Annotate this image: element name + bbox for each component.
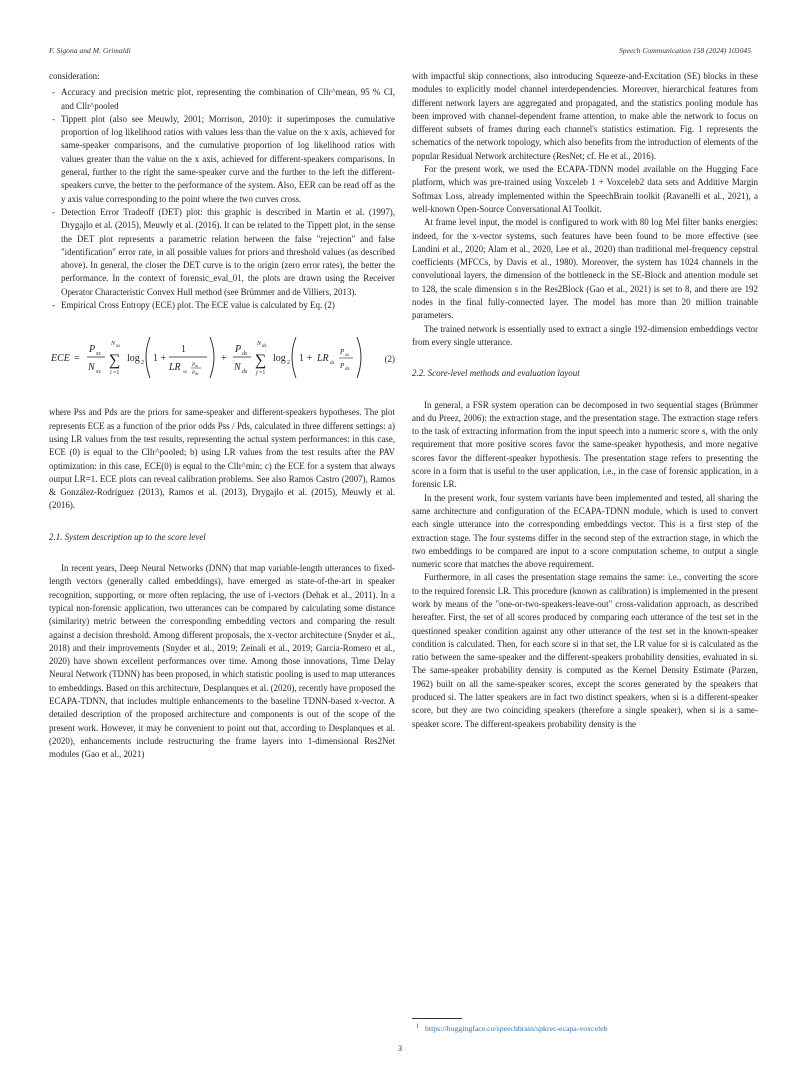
svg-text:P: P	[89, 344, 96, 356]
section-heading: 2.2. Score-level methods and evaluation layout	[412, 368, 580, 379]
paragraph: The trained network is essentially used to extract a single 192-dimension embeddings vector from every single utterance.	[412, 323, 758, 347]
paragraph: In the present work, four system variants have been implemented and tested, all sharing the same architecture and configuration of the ECAPA-TDNN module, which is used to convert each single utterance into the corresponding embeddings vector. This is a first step of the extraction stage. The four systems differ in the second step of the extraction stage, in which the two embeddings to be compared are input to a score computation scheme, to output a single numeric score that matches the above requirement.	[412, 492, 758, 570]
svg-text:2: 2	[287, 360, 290, 367]
paragraph: At frame level input, the model is configured to work with 80 log Mel filter banks energies: indeed, for the x-vector systems, such features have been found to be more effective (see Landini et al., 2020; Alam et al., 2020, Lee et al., 2020) than traditional mel-frequency cepstral coefficients (MFCCs, by Davis et al., 1980). Moreover, the system has 1024 channels in the convolutional layers, the dimension of the bottleneck in the SE-Block and attention module set to 128, the scale dimension s in the Res2Block (Gao et al., 2021) is set to 8, and there are 192 nodes in the final fully-connected layer. The model has more than 20 million trainable parameters.	[412, 217, 758, 321]
svg-text:N: N	[111, 341, 116, 348]
svg-text:ss: ss	[195, 363, 199, 369]
running-header-authors: F. Sigona and M. Grimaldi	[49, 46, 131, 55]
svg-text:ECE: ECE	[51, 353, 70, 365]
metric-list	[49, 86, 395, 312]
section-heading: 2.1. System description up to the score level	[49, 531, 206, 542]
svg-text:=: =	[74, 353, 80, 365]
footnote	[416, 1024, 608, 1033]
svg-text:P: P	[192, 371, 196, 377]
svg-text:ss: ss	[345, 353, 349, 359]
svg-text:i: i	[110, 370, 112, 377]
running-header-journal: Speech Communication 158 (2024) 103045	[618, 46, 751, 55]
svg-text:∑: ∑	[255, 352, 267, 370]
svg-text:∑: ∑	[109, 352, 121, 370]
svg-text:=1: =1	[113, 370, 120, 377]
svg-text:LR: LR	[169, 362, 181, 374]
list-item: - Tippett plot (also see Meuwly, 2001; Morrison, 2010): it superimposes the cumulative proportion of log likelihood ratios with values less than the value on the x axis, achieved for same-speaker comparisons, and the cumulative proportion of log likelihood ratios with values greater than the value on the x axis, achieved for different-speakers comparisons. In general, further to the right the same-speaker curve and the further to the left the different-speakers curve, the better to the performance of the system. Also, EER can be read off as the y axis value corresponding to the point where the two curves cross.	[49, 113, 395, 206]
svg-text:ds: ds	[242, 369, 248, 376]
svg-text:P: P	[340, 362, 345, 371]
left-column	[49, 70, 395, 761]
list-item: - Accuracy and precision metric plot, representing the combination of Cllr^mean, 95 % CI, and Cllr^pooled	[49, 86, 395, 113]
svg-text:N: N	[257, 341, 262, 348]
paragraph: with impactful skip connections, also introducing Squeeze-and-Excitation (SE) blocks in these modules to explicitly model channel interdependencies. Moreover, hierarchical features from different network layers are aggregated and propagated, and the statistics pooling module has been improved with channel-dependent frame attention, to make able the network to focus on different subsets of frames during each channel's statistics estimation. Fig. 1 represents the schematics of the network topology, which also benefits from the introduction of elements of the popular Residual Network architecture (ResNet; cf. He et al., 2016).	[412, 71, 758, 161]
svg-text:P: P	[235, 344, 242, 356]
paragraph: In general, a FSR system operation can be decomposed in two sequential stages (Brümmer and du Preez, 2006): the extraction stage, and the presentation stage. The extraction stage refers to the task of extracting information from the input speech into a numeric score s, with the only requirement that more positive scores favor the same-speaker hypothesis, and more negative scores favor the different-speaker hypothesis. The presentation stage refers to presenting the score in a form that is useful to the user application, i.e., in the case of forensic application, in a forensic LR.	[412, 399, 758, 490]
svg-text:ds: ds	[345, 367, 350, 373]
footnote-link[interactable]: https://huggingface.co/speechbrain/spkrec-ecapa-voxceleb	[425, 1024, 608, 1033]
paragraph: For the present work, we used the ECAPA-TDNN model available on the Hugging Face platform, which was pre-trained using Voxceleb 1 + Voxceleb2 data sets and Additive Margin Softmax Loss, already implemented within the SpeechBrain toolkit (Ravanelli et al., 2021), a well-known Open-Source Conversational AI Toolkit.	[412, 164, 758, 214]
list-item: - Detection Error Tradeoff (DET) plot: this graphic is described in Martin et al. (1997), Drygajlo et al. (2015), Meuwly et al. (2016). It can be related to the Tippett plot, in the sense the DET plot represents a parametric relation between the false "rejection" and false "identification" error rate, in all possible values for priors and threshold values (as described above). In general, the closer the DET curve is to the origin (zero error rates), the better the performance. In the context of forensic_eval_01, the plots are drawn using the Receiver Operator Characteristic Convex Hull method (see Brümmer and de Villiers, 2013).	[49, 206, 395, 299]
paragraph: In recent years, Deep Neural Networks (DNN) that map variable-length utterances to fixed-length vectors (generally called embeddings), have emerged as state-of-the-art in speaker recognition, supporting, or more often replacing, the use of i-vectors (Dehak et al., 2011). In a typical non-forensic application, two utterances can be compared by calculating some distance (similarity) metric between the corresponding embedding vectors and comparing the result against a decision threshold. Among different proposals, the x-vector architecture (Snyder et al., 2018) and their improvements (Snyder et al., 2019; Zeinali et al., 2019; Garcia-Romero et al., 2020) have shown excellent performances over time. Among those innovations, Time Delay Neural Network (TDNN) has been proposed, in which statistic pooling is used to map utterances to embeddings. Based on this architecture, Desplanques et al. (2020), recently have proposed the ECAPA-TDNN, that includes multiple enhancements to the baseline TDNN-based x-vector. A detailed description of the proposed architecture and components is out of the scope of the present work. However, it may be convenient to point out that, according to Desplanques et al. (2020), enhancements include restructuring the frame layers into 1-dimensional Res2Net modules (Gao et al., 2021)	[49, 563, 395, 760]
svg-text:1 +: 1 +	[299, 353, 313, 365]
list-item: - Empirical Cross Entropy (ECE) plot. The ECE value is calculated by Eq. (2)	[49, 299, 395, 312]
page-number: 3	[398, 1044, 402, 1053]
equation-number: (2)	[384, 353, 395, 364]
footnote-number: 1	[416, 1023, 419, 1030]
svg-text:1: 1	[181, 344, 186, 356]
paragraph: Furthermore, in all cases the presentation stage remains the same: i.e., converting the score to the required forensic LR. This procedure (known as calibration) is implemented in the present work by means of the "one-or-two-speakers-leave-out" cross-validation approach, as described hereafter. First, the set of all scores produced by comparing each utterance of the test set in the questioned speaker condition against any other utterance of the test set in the known-speaker condition is calculated. Then, for each score si in that set, the LR value for si is calculated as the ratio between the same-speaker and the different-speakers probability densities, evaluated in si. The same-speaker probability density is computed as the Kernel Density Estimate (Parzen, 1962) built on all the same-speaker scores, except the scores generated by the speakers that produced si. The latter speakers are in fact two distinct speakers, when si is a different-speaker score, but they are two coinciding speakers (therefore a single speaker), when si is a same-speaker score. The different-speakers probability density is the	[412, 572, 758, 729]
svg-text:ss: ss	[96, 351, 101, 358]
right-column	[412, 70, 758, 731]
svg-text:P: P	[192, 363, 196, 369]
svg-text:ds: ds	[195, 371, 199, 377]
svg-text:2: 2	[141, 360, 144, 367]
equation-formula	[49, 324, 375, 394]
svg-text:ds: ds	[262, 344, 267, 350]
intro-text: consideration:	[49, 71, 100, 81]
paragraph: where Pss and Pds are the priors for same-speaker and different-speakers hypotheses. The plot represents ECE as a function of the prior odds Pss / Pds, calculated in three different settings: a) using LR values from the test results, representing the actual system performances: in this case, ECE (0) is equal to the Cllr^pooled; b) using LR values from the test results after the PAV optimization: in this case, ECE(0) is equal to the Cllr^min; c) the ECE for a system that always output LR=1. ECE plots can reveal calibration problems. See also Ramos Castro (2007), Ramos & González-Rodríguez (2013), Ramos et al. (2013), Drygajlo et al. (2015), Meuwly et al. (2016).	[49, 407, 395, 511]
footnote-rule	[412, 1018, 462, 1019]
svg-text:=1: =1	[259, 370, 266, 377]
svg-text:ss: ss	[96, 369, 101, 376]
svg-text:P: P	[340, 348, 345, 357]
svg-text:LR: LR	[317, 353, 329, 365]
svg-text:j: j	[256, 370, 258, 377]
ece-formula-graphic	[49, 324, 371, 390]
equation-ece	[49, 326, 395, 392]
svg-text:+: +	[221, 353, 227, 365]
svg-text:ds: ds	[242, 351, 248, 358]
svg-text:1 +: 1 +	[153, 353, 167, 365]
svg-text:N: N	[88, 362, 95, 374]
svg-text:ds: ds	[330, 361, 335, 367]
svg-text:N: N	[234, 362, 241, 374]
svg-text:ss: ss	[183, 370, 187, 376]
svg-text:ss: ss	[116, 344, 120, 350]
svg-text:log: log	[273, 353, 286, 365]
svg-text:log: log	[127, 353, 140, 365]
